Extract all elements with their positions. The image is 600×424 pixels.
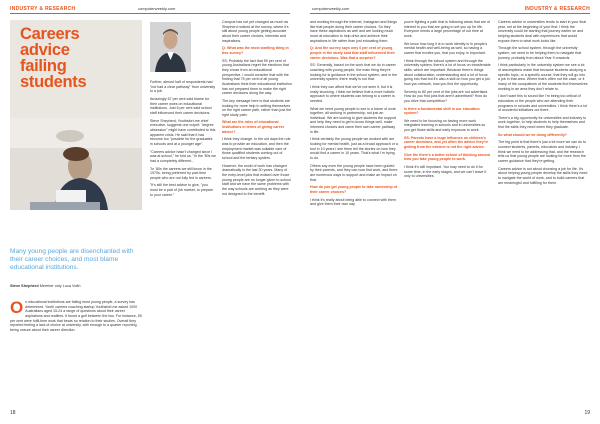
byline: Steve Shepherd Member only Luca Voith <box>10 284 81 288</box>
section-header: INDUSTRY & RESEARCH <box>10 6 76 12</box>
page-url: computerweekly.com <box>138 6 176 11</box>
page-number: 18 <box>10 410 16 416</box>
text-column-4: and working through the internet, Instagram and things like that people doing their career choices. So they have these aspirations as well and are looking much more at education to help drive and achieve their aspirations in life rather than just educating them. Q: And the survey says only 6 per cent of young people in the study said that staff influenced their career decisions. Was that a surprise? SS: Generally, based on the work that we do in career coaching with young people, the main thing they're looking for is guidance in the school system, and in the university system, there really is not that. I think they can afford that we've not seen it, but it is really shocking. I think we believe that a more holistic approach to where students can belong to a career is needed. What we need young people to see is a future of work together, all working in partnership, not just an individual. We are looking to give students the support and help they need to get to know things well, make informed choices and carve their own career pathway in life. I think certainly the young people we worked with are looking for mental health, just as a broad approach or a tool in 10 years I see them tell the stories on how they would find a career in 10 years. That's what I'm trying to do. Others say even the young people have been guided by their parents, and they can now find work, and there are numerous ways to support and make an impact on that. How do you get young people to take ownership of their career choices? I think it's really about being able to connect with them and give them their own say. <box>310 20 398 207</box>
intro-paragraph: On educational institutions are failing most young people, a survey has determined. Youth careers coaching startup Youthsfort.me asked 1000 Australians aged 15-24 a range of questions about their career aspirations and realities. It found a gulf between the two. For instance, 59 per cent were fulfil-time work that bears no relation to their studies. Overall they reported feeling a lack of choice at university, with enough to a quarter reporting being unsure about their career direction. <box>10 298 142 332</box>
text-column-6: Careers advice in universities tends to start in your final year, not at the beginning of your first. I think the university could be starting that journey earlier on and helping students deal with experiences that would expose them to what work looks like. Through the school system, through the university system, we need to be helping them to navigate that journey, probably from about Year 9 onwards. I think particularly in the university system we see a lot of assumptions made that because students studying a specific topic, or a specific course, that they will go into a job in that area. Where that's often not the case, or it many of the occupations of the students find themselves working in an area they don't relate to. I don't want this to sound like I'm being too critical of educators or the people who are attending their programs in schools and universities. I think there's a lot of wonderful initiatives out there. There's a big opportunity for universities and industry to work together, to help students to help themselves and find the skills they need when they graduate. So what should we be doing differently? The big point is that there's just a lot more we can do to connect students, parents, educators and industry. I think we need to be addressing that, and the research tells us that young people are looking for more from the career guidance that they're getting. Careers advice is not about choosing a job for life. It's about helping young people develop the skills they need to navigate the world of work, and to build careers that are meaningful and fulfilling for them. <box>498 20 588 185</box>
right-page <box>300 0 600 424</box>
hero-photo <box>10 118 142 210</box>
question: Is there a fundamental shift in our education system? <box>404 106 480 116</box>
text-column-3: Campus has not yet changed as much as Shepherd noticed at the survey, where it's still about young people getting accurate about their career choices, interests and inspirations. Q: What was the most startling thing in this survey? SS: Probably the fact that 59 per cent of young Australians regret the elections that they chose from an educational perspective. I would consider that with the finding that 75 per cent of all young Australians think their educational institution has not prepared them to make the right career decisions along the way. The key message here is that students are looking for more help in setting themselves on the right career path, rather than just the right study path. What are the roles of educational institutions in terms of giving career advice? I think they change. In the old days the role was to provide an education, and then the employment market was suitable care of those qualified students coming out of school and the tertiary system. However, the world of work has changed dramatically in the last 30 years. Many of the entry-level jobs that existed over those young people are no longer given to school staff and we have the same problems with the way schools are working as they were not designed to the benefit. <box>222 20 292 196</box>
page-url: computerweekly.com <box>312 6 350 11</box>
question: How do you get young people to take ownership of their career choices? <box>310 185 398 194</box>
interviewee-portrait <box>150 22 191 72</box>
page-number: 19 <box>584 410 590 416</box>
section-header: INDUSTRY & RESEARCH <box>524 6 590 12</box>
question: What are the roles of educational institutions in terms of giving career advice? <box>222 120 285 134</box>
hero-panel <box>10 20 142 210</box>
question: Q: What was the most startling thing in this survey? <box>222 46 289 55</box>
header-rule <box>10 13 290 14</box>
intro-column <box>10 300 142 336</box>
text-column-5: you're fighting a path that is following areas that are of interest to you that are going to set you up for life. Everyone needs a large percentage of our time at work. We know how long it is to work identity is in people's mental health and well-being as well, so having a career that excites you, that you enjoy, is important. I think through the school system and through the university system, there's a lot of focus on transferable skills, which are important. Because there's things about collaboration, understanding and a lot of focus going into that but it's also a skill on how you get a job, how you network, how you find the opportunity. Seventy to 80 per cent of the jobs are not advertised. How do you find jobs that aren't advertised? How do you drive that competition? Is there a fundamental shift in our education system? We need to be focusing on having more work integrated learning in schools and in universities so you get those skills and early exposure to work. SS: Parents have a huge influence on children's career decisions, and yet often the advice they're getting from the internet is not the right advice. Give the there's a better school of thinking around how you take young people to work. I think it's still important. You may need to do it for some time, in the early stages, and we can't leave it only to universities. <box>404 20 491 179</box>
question: Give the there's a better school of thinking around how you take young people to work. <box>404 152 490 162</box>
article-title: Careers advice failing students <box>20 25 87 91</box>
standfirst: Many young people are disenchanted with their career choices, and most blame educational institutions. <box>10 248 134 271</box>
question: Q: And the survey says only 6 per cent of young people in the study said that staff influenced their career decisions. Was that a surprise? <box>310 46 395 60</box>
question: SS: Parents have a huge influence on children's career decisions, and yet often the advice they're getting from the internet is not the right advice. <box>404 135 488 150</box>
text-column-2: Further, almost half of respondents had "not had a clear pathway" from university to a job. Amazingly 67 per cent said blame for their career woes on educational institutions. Just 6 per cent said school staff influenced their career decisions. Steve Shepherd, Youthsfort.me chief executive, suggests one culprit: "degree obsession" might have contributed to this apparent crisis. He said that it has become too "possible for the graduates in schools and at a younger age". "Careers advice hasn't changed since I was at school," he told us. "In the '80s we had a completely different... "In '80s the careers we still know in the 1970s, being preferred by part-time people who are not fully fed in careers. "It's still the best advice to give, "you must be a part of job market, to prepare to your career." <box>150 80 216 197</box>
drop-cap: O <box>10 298 24 317</box>
header-rule <box>310 13 590 14</box>
question: So what should we be doing differently? <box>498 132 567 137</box>
